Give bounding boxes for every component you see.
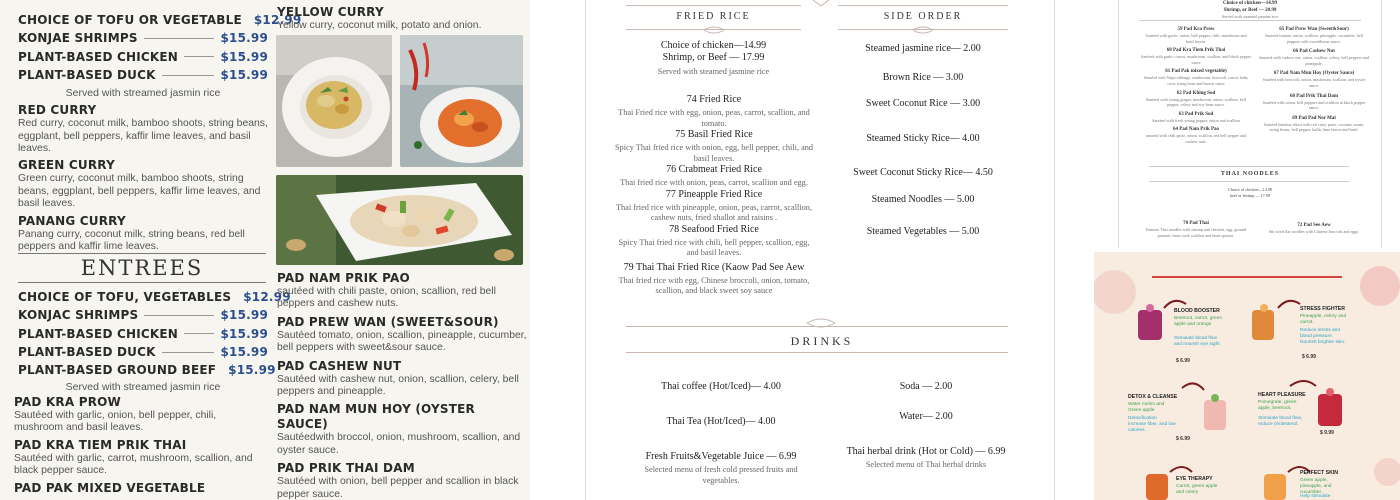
choice-line: Shrimp, or Beef — 20.99 <box>1223 8 1277 13</box>
curry-desc: Yellow curry, coconut milk, potato and onion. <box>277 20 482 31</box>
entree-desc: Sautéed with fresh young pepper, onion and scallion <box>1152 117 1240 123</box>
entree-desc: Sauteed with garlic, onion, bell pepper, chili, mushroom and basil leaves. <box>1145 33 1247 44</box>
curry-title: PANANG CURRY <box>18 213 126 228</box>
item-name: PLANT-BASED DUCK <box>18 68 156 83</box>
juice-price: $ 6.99 <box>1176 436 1190 442</box>
entrees-heading: ENTREES <box>18 253 266 283</box>
fried-rice-desc: Spicy Thai fried rice with onion, egg, bell pepper, chili, and basil leaves. <box>614 143 814 163</box>
noodle-choice-block <box>1119 187 1381 198</box>
fried-rice-desc: Spicy Thai fried rice with chili, bell pepper, scallion, egg, and basil leaves. <box>618 237 810 257</box>
juice-ingredients: Pineapple, celery and carrot. <box>1300 314 1347 325</box>
fried-rice-desc: Thai fried rice with pineapple, onion, peas, carrot, scallion, cashew nuts, fried shallot and raisins . <box>615 202 813 222</box>
entree-title: 64 Pad Nam Prik Pao <box>1172 127 1220 133</box>
drink-item: Soda — 2.00 <box>899 381 953 392</box>
entree-descriptions-right <box>277 268 527 500</box>
heart-pleasure-glass-icon <box>1318 388 1342 426</box>
entree-desc: Sautéed with onion, bell peppers and scallion in black pepper sauce. <box>1262 99 1366 111</box>
drink-desc: Selected menu of fresh cold pressed fruits and vegetables. <box>644 465 798 485</box>
juice-ingredients: Water melon and Green apple <box>1128 402 1165 413</box>
entree-desc: sautéed with chili paste, onion, scallion, red bell peppers and cashew nuts. <box>277 286 496 310</box>
entree-title: PAD PREW WAN (SWEET&SOUR) <box>277 314 499 329</box>
entree-title: 65 Pad Prew Wan (Sweet&Sour) <box>1279 27 1349 32</box>
served-note: Served with streamed jasmin rice <box>65 381 221 394</box>
entree-desc: Sautéed with Napa cabbage, mushroom, broccoli, carrot, baby corn, string bean and brown sauce <box>1143 75 1249 86</box>
curry-title: RED CURRY <box>18 103 97 118</box>
thai-noodles-heading: THAI NOODLES <box>1220 171 1280 177</box>
item-price: $15.99 <box>220 49 268 64</box>
noodle-title: 72 Pad See Aew <box>1297 223 1331 228</box>
drinks-right <box>831 381 1021 471</box>
curry-title: GREEN CURRY <box>18 158 115 173</box>
curry-desc: Green curry, coconut milk, bamboo shoots, string beans, eggplant, bell peppers, kaffir lime leaves, and basil leaves. <box>18 173 261 210</box>
item-name: CHOICE OF TOFU, VEGETABLES <box>18 290 232 305</box>
item-price: $15.99 <box>220 31 268 46</box>
yellow-curry-photo <box>276 35 392 167</box>
drink-item: Thai Tea (Hot/Iced)— 4.00 <box>666 416 776 427</box>
entree-desc: sauteed with chili paste, onion, scallion, red bell pepper and cashew nuts. <box>1145 133 1247 144</box>
noodle-title: 70 Pad Thai <box>1183 221 1209 226</box>
juice-name: BLOOD BOOSTER <box>1174 308 1220 314</box>
side-order-item: Sweet Coconut Sticky Rice— 4.50 <box>853 167 993 178</box>
entree-desc: Sautéed with cashew nut, onion, scallion, celery, bell peppers and pineapple. <box>277 373 519 398</box>
item-name: PLANT-BASED DUCK <box>18 345 156 360</box>
thai-menu-page-left <box>0 0 530 500</box>
yellow-curry-block <box>277 2 527 32</box>
juice-ingredients: Pomegrate, green apple, beetroot. <box>1258 400 1297 411</box>
entree-desc: Sautéed with young ginger, mushroom, onion, scallion, bell pepper, celery and soy bean sauce. <box>1146 96 1246 108</box>
juice-name: EYE THERAPY <box>1176 476 1213 482</box>
juice-name: STRESS FIGHTER <box>1300 306 1345 312</box>
side-order-heading: SIDE ORDER <box>883 11 963 22</box>
red-curry-photo <box>400 35 523 167</box>
fried-rice-desc: Thai Fried rice with egg, onion, peas, carrot, scallion, and tomato. <box>618 108 810 128</box>
infographic-decor <box>1094 252 1400 500</box>
entree-title: 69 Pad Pad Nor Mai <box>1292 115 1336 121</box>
fried-rice-title: 76 Crabmeat Fried Rice <box>666 164 762 175</box>
entree-desc: Sautéed with broccoli, onion, mushroom, scallion, and oyster sauce. <box>1262 77 1366 88</box>
entree-desc: Sautéedwith broccol, onion, mushroom, scallion, and oyster sauce. <box>277 432 521 456</box>
served-note: Served with steamed jasmine rice <box>1221 14 1279 19</box>
entree-title: 61 Pad Pak mixed vegetable) <box>1165 69 1227 75</box>
served-note: Served with streamed jasmin rice <box>65 87 221 100</box>
entree-title: PAD KRA PROW <box>14 395 121 409</box>
entree-title: 60 Pad Kra Tiem Prik Thai <box>1166 48 1226 54</box>
juice-price: $ 6.99 <box>1302 354 1316 360</box>
item-name: PLANT-BASED CHICKEN <box>18 49 179 64</box>
price-row <box>18 48 268 66</box>
entree-title: PAD CASHEW NUT <box>277 358 402 373</box>
fried-rice-title: 75 Basil Fried Rice <box>675 129 753 140</box>
side-order-list <box>838 43 1008 238</box>
entree-title: PAD PAK MIXED VEGETABLE <box>14 480 206 495</box>
drink-item: Thai coffee (Hot/Iced)— 4.00 <box>661 381 781 392</box>
item-price: $12.99 <box>253 13 302 28</box>
price-row <box>18 325 268 343</box>
price-row <box>18 306 268 324</box>
stir-fry-photo <box>276 175 523 265</box>
choice-line: beef or shrimp — 17.99 <box>1229 192 1271 198</box>
juice-ingredients: Beetroot, carrot, green apple and orange <box>1174 316 1222 327</box>
fried-rice-desc: Thai fried rice with egg, Chinese broccoli, onion, tomato, scallion, and black sweet soy sauce <box>618 275 810 295</box>
item-price: $15.99 <box>220 68 268 83</box>
fried-rice-title: 78 Seafood Fried Rice <box>669 223 759 235</box>
drink-item: Water— 2.00 <box>899 411 953 422</box>
item-name: CHOICE OF TOFU OR VEGETABLE <box>18 13 242 28</box>
curry-title: YELLOW CURRY <box>277 5 384 19</box>
stress-fighter-glass-icon <box>1252 304 1274 340</box>
fried-rice-title: 74 Fried Rice <box>686 94 742 105</box>
ornament-icon <box>807 318 835 328</box>
price-row <box>18 11 302 29</box>
entree-title: PAD PRIK THAI DAM <box>277 461 415 476</box>
juice-infographic <box>1094 252 1400 500</box>
item-name: PLANT-BASED GROUND BEEF <box>18 363 217 378</box>
price-row <box>18 66 268 84</box>
side-order-item: Brown Rice — 3.00 <box>882 72 964 83</box>
side-order-item: Steamed Sticky Rice— 4.00 <box>866 133 980 144</box>
juice-benefit: Reduce stress and blood pressure. Nourish brighter skin. <box>1300 328 1346 345</box>
juice-ingredients: Carrot, green apple and celery <box>1176 484 1218 495</box>
price-row <box>18 361 276 379</box>
entree-descriptions-left <box>14 392 264 496</box>
entree-list-right <box>1259 26 1369 133</box>
entree-title: 68 Pad Prik Thai Dam <box>1290 93 1338 99</box>
curry-desc: Panang curry, coconut milk, string beans, red bell peppers and kaffir lime leaves. <box>18 228 245 253</box>
item-name: KONJAE SHRIMPS <box>18 31 138 46</box>
thai-menu-page-center <box>585 0 1055 500</box>
noodle-desc: Stir fried flat noodles with Chinese broccoli and eggs. <box>1268 229 1360 234</box>
blood-booster-glass-icon <box>1138 304 1162 340</box>
juice-name: DETOX & CLEANSE <box>1128 394 1178 400</box>
noodle-desc: Famous Thai noodles with shrimp and chicken, egg, ground peanuts, bean curd, scallion and bean sprouts. <box>1145 227 1247 238</box>
fried-rice-title: 77 Pineapple Fried Rice <box>665 188 763 200</box>
fried-rice-title: 79 Thai Thai Fried Rice (Kaow Pad See Aew <box>623 261 805 273</box>
eye-therapy-glass-icon <box>1146 474 1168 500</box>
juice-name: PERFECT SKIN <box>1300 470 1339 476</box>
served-note: Served with steamed jasmine rice <box>657 67 770 76</box>
entree-desc: Sautéed bamboo shoot with red curry paste, coconut cream, string beans, bell pepper, kaffir lime leaves and basil. <box>1263 121 1364 133</box>
entree-title: PAD NAM PRIK PAO <box>277 271 410 285</box>
side-order-item: Sweet Coconut Rice — 3.00 <box>865 98 981 109</box>
entree-title: PAD KRA TIEM PRIK THAI <box>14 437 187 452</box>
juice-name: HEART PLEASURE <box>1258 392 1306 398</box>
price-row <box>18 29 268 47</box>
fried-rice-section <box>606 40 821 78</box>
drinks-left <box>626 381 816 486</box>
entree-title: 63 Pad Prik Sod <box>1178 111 1214 117</box>
juice-benefit: Help stimulate <box>1300 494 1331 499</box>
choice-line: Shrimp, or Beef — 17.99 <box>662 52 765 63</box>
entree-desc: Sautéed with garlic, onion, bell pepper, chili, mushroom and basil leaves. <box>14 410 217 434</box>
entree-title: 67 Pad Nam Mun Hoy (Oyster Sauce) <box>1273 71 1355 77</box>
noodle-item <box>1141 220 1251 238</box>
entree-desc: Sauteed with cashew nut, onion, scallion, celery, bell peppers and pineapple. <box>1259 55 1369 66</box>
menu-column-left <box>18 0 302 253</box>
choice-line: Choice of chicken—14.99 <box>1222 1 1278 6</box>
entree-desc: Sautéed tomato, onion, scallion, pineapple, cucumber, bell peppers with sweet&sour sauce. <box>277 329 527 354</box>
item-price: $12.99 <box>243 290 291 305</box>
price-row <box>18 343 268 361</box>
item-name: PLANT-BASED CHICKEN <box>18 326 179 341</box>
choice-line: Choice of chicken—14.99 <box>660 40 767 51</box>
side-order-item: Steamed Noodles — 5.00 <box>871 194 975 205</box>
item-price: $15.99 <box>220 308 268 323</box>
price-row <box>18 288 291 306</box>
juice-benefit: Detoxification increase fiber, and low calories. <box>1128 416 1176 433</box>
item-price: $15.99 <box>220 345 268 360</box>
side-order-item: Steamed jasmine rice— 2.00 <box>865 43 981 54</box>
drinks-heading: DRINKS <box>790 334 854 348</box>
side-order-item: Steamed Vegetables — 5.00 <box>866 226 980 237</box>
juice-ingredients: Green apple, pineapple, and cucumber. <box>1300 478 1332 495</box>
entree-desc: Sautéed with garlic, carrot, mushroom, scallion, and black pepper sauce. <box>14 452 253 477</box>
entree-title: 59 Pad Kra Prow <box>1177 27 1215 32</box>
entree-desc: Sautéed with garlic, carrot, mushroom, scallion, and black pepper sauce <box>1141 54 1252 65</box>
item-price: $15.99 <box>220 326 268 341</box>
entree-choice-block <box>1119 0 1381 20</box>
ornament-icon <box>811 0 831 8</box>
entree-title: PAD NAM MUN HOY (OYSTER SAUCE) <box>277 402 475 432</box>
drink-item: Fresh Fruits&Vegetable Juice — 6.99 <box>645 451 797 462</box>
entree-list-left <box>1141 26 1251 145</box>
noodle-item <box>1259 222 1369 235</box>
fried-rice-desc: Thai fried rice with onion, peas, carrot, scallion and egg. <box>620 178 808 187</box>
juice-benefit: Stimulate blood flow and nourish eye sight <box>1174 336 1220 347</box>
fried-rice-list <box>614 94 814 297</box>
entree-desc: Sautéed with onion, bell pepper and scallion in black pepper sauce. <box>277 476 519 500</box>
juice-price: $ 6.99 <box>1176 358 1190 364</box>
juice-price: $ 9.99 <box>1320 430 1334 436</box>
item-price: $15.99 <box>228 363 276 378</box>
detox-glass-icon <box>1204 394 1226 430</box>
choice-line: Choice of chicken—14.99 <box>1227 187 1273 192</box>
entree-desc: Sauteed tomato, onion, scallion, pineapple, cucumber, bell peppers with sweet&sour sauce. <box>1265 33 1363 44</box>
thai-menu-page-topright <box>1118 0 1382 248</box>
item-name: KONJAC SHRIMPS <box>18 308 139 323</box>
fried-rice-heading: FRIED RICE <box>676 11 751 22</box>
curry-desc: Red curry, coconut milk, bamboo shoots, string beans, eggplant, bell peppers, kaffir lime leaves, and basil leaves. <box>18 118 268 154</box>
entree-column-left <box>18 288 291 394</box>
entree-title: 62 Pad Khing Sod <box>1176 90 1216 96</box>
ornament-icon <box>913 26 933 34</box>
drink-item: Thai herbal drink (Hot or Cold) — 6.99 <box>846 446 1006 457</box>
entree-title: 66 Pad Cashew Nut <box>1293 49 1335 55</box>
juice-benefit: Stimulate blood flow, reduce cholesterol. <box>1258 416 1302 427</box>
ornament-icon <box>704 26 724 34</box>
perfect-skin-glass-icon <box>1264 474 1286 500</box>
drink-desc: Selected menu of Thai herbal drinks <box>865 460 987 469</box>
